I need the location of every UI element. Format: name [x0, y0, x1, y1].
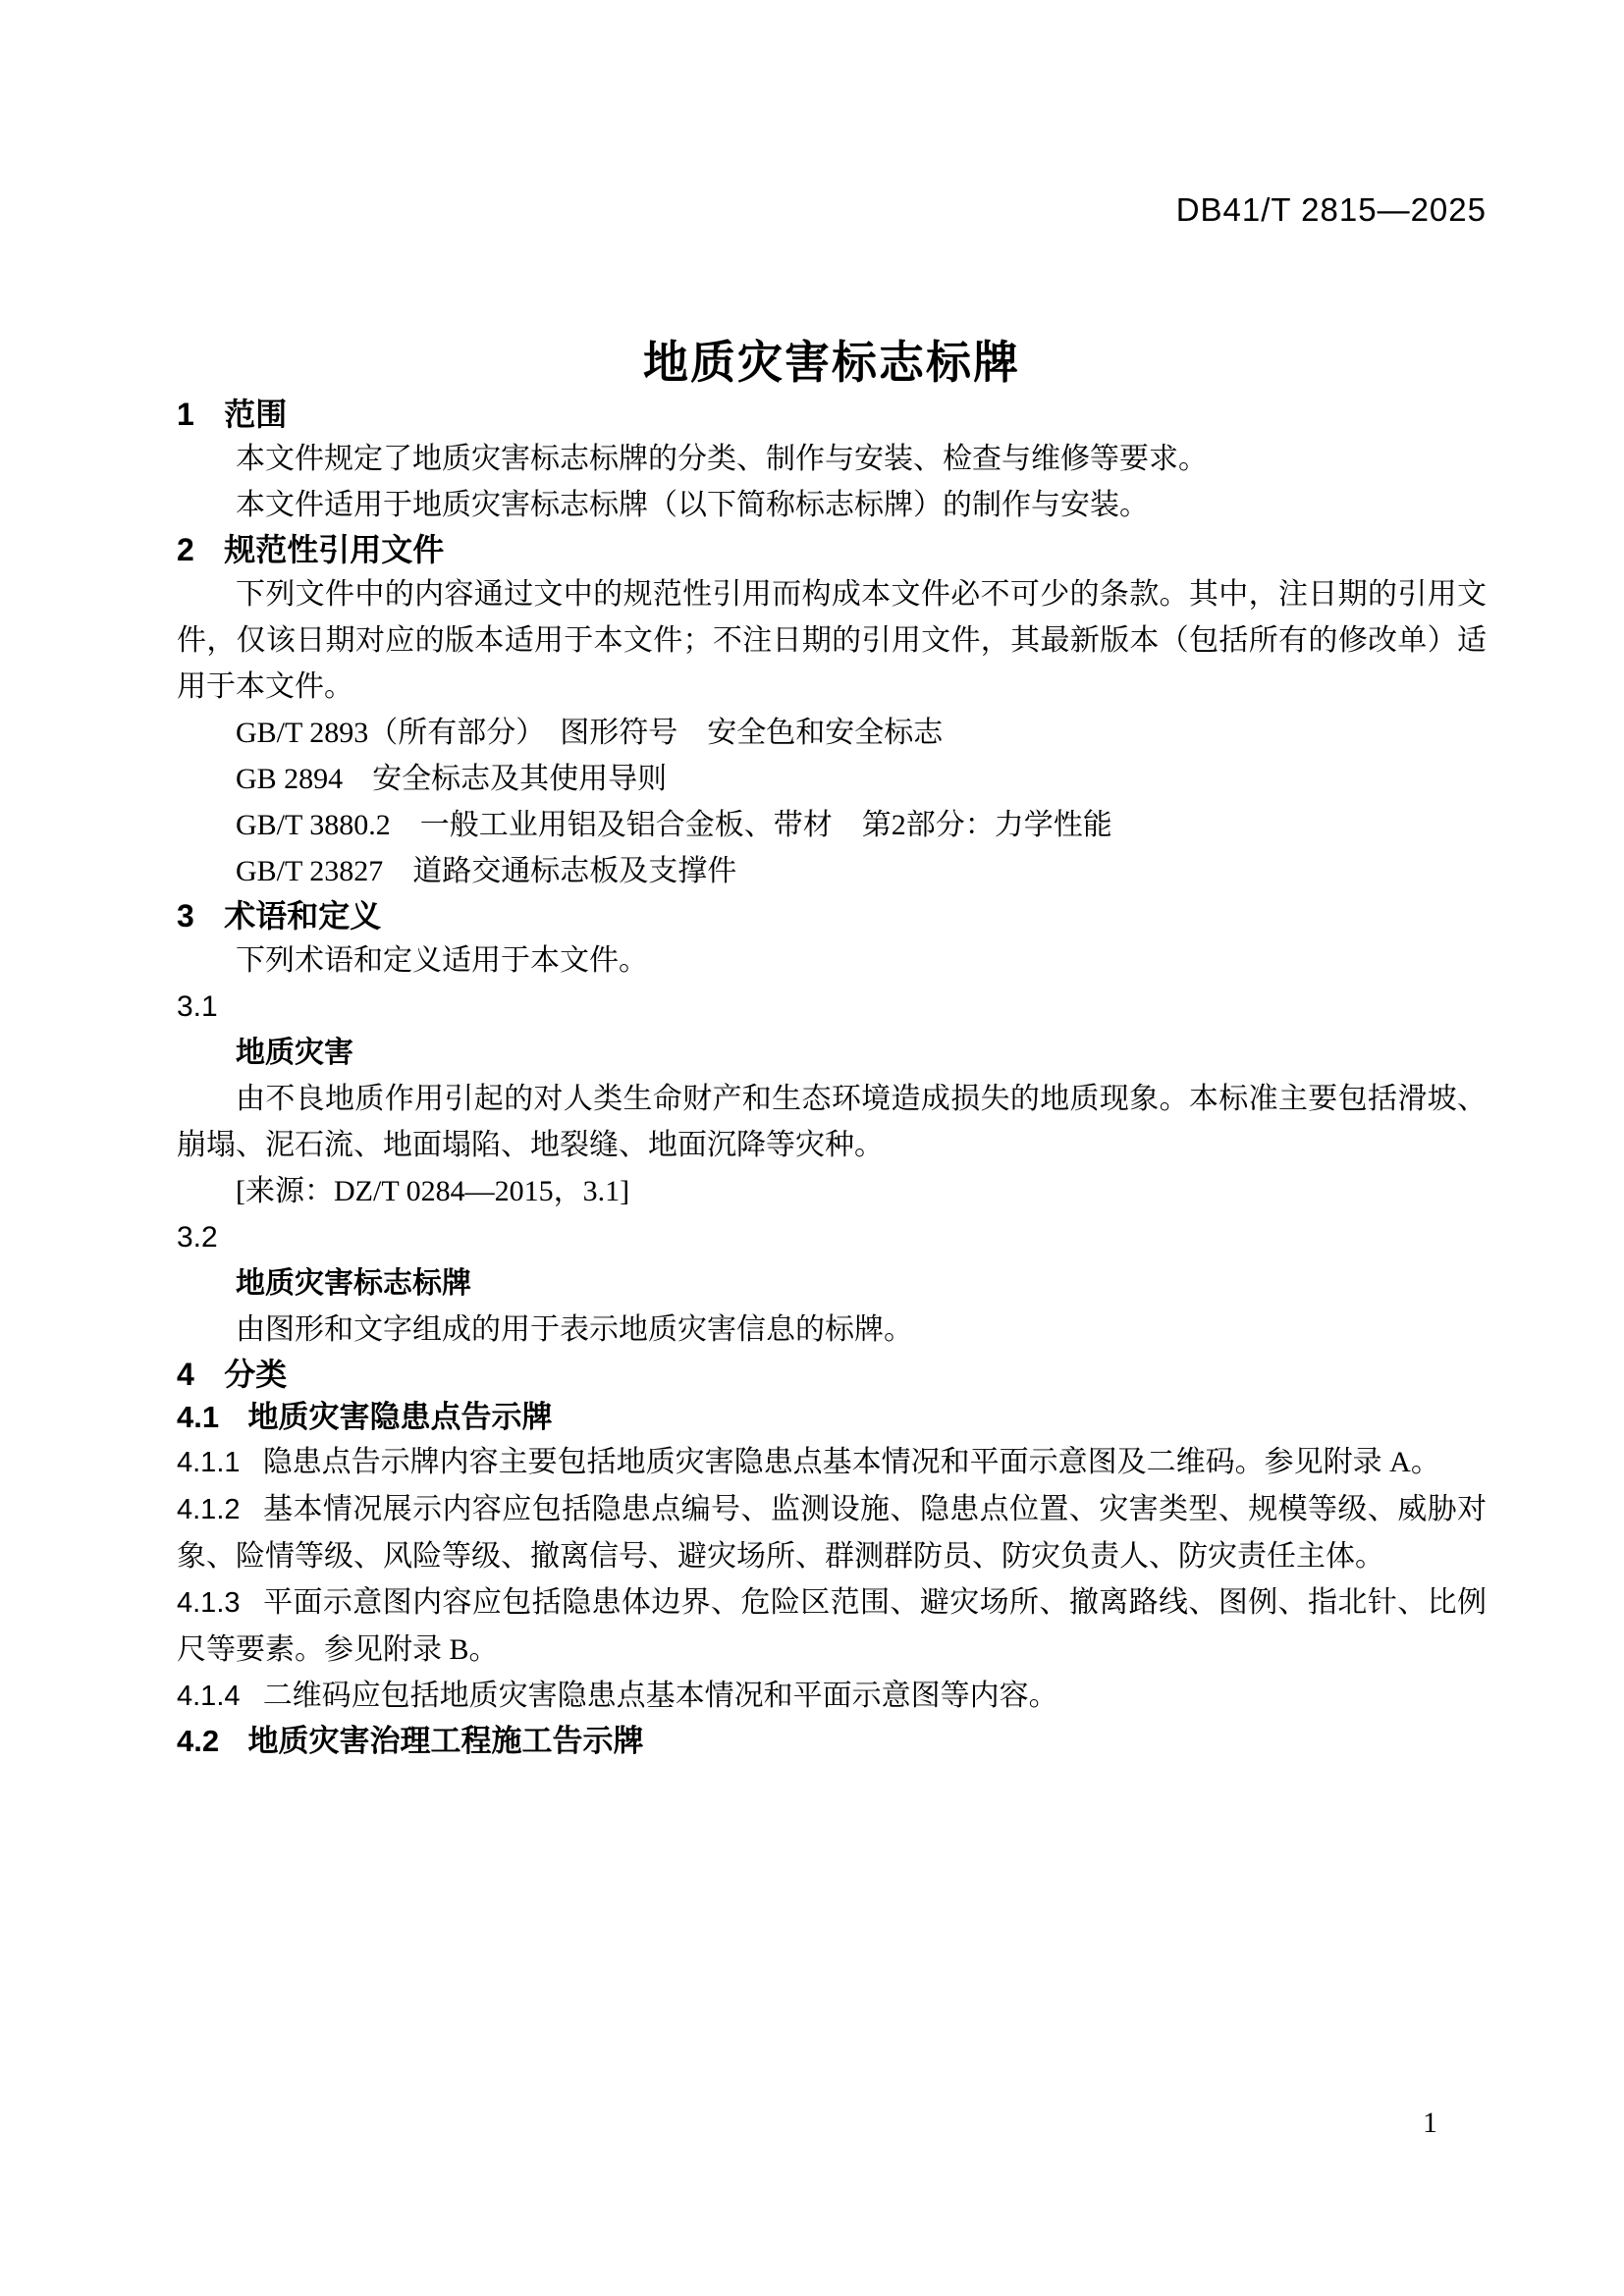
paragraph: 本文件规定了地质灾害标志标牌的分类、制作与安装、检查与维修等要求。: [236, 443, 1208, 475]
section-title: 地质灾害隐患点告示牌: [247, 1400, 553, 1434]
clause: [177, 1673, 1487, 1720]
page-number: 1: [1423, 2107, 1437, 2139]
section-number: 4.2: [177, 1724, 220, 1758]
paragraph: 下列文件中的内容通过文中的规范性引用而构成本文件必不可少的条款。其中，注日期的引用文件，仅该日期对应的版本适用于本文件；不注日期的引用文件，其最新版本（包括所有的修改单）适用于本文件。: [177, 578, 1487, 703]
term-definition: 由图形和文字组成的用于表示地质灾害信息的标牌。: [236, 1313, 913, 1346]
section-number: 2: [177, 532, 194, 567]
section-title: 范围: [224, 397, 288, 432]
section-number: 1: [177, 397, 194, 432]
clause: [177, 1486, 1487, 1579]
section-title: 地质灾害治理工程施工告示牌: [247, 1724, 644, 1758]
section-number: 4: [177, 1357, 194, 1392]
reference-item: GB/T 3880.2 一般工业用铝及铝合金板、带材 第2部分：力学性能: [236, 809, 1112, 841]
clause-text: 二维码应包括地质灾害隐患点基本情况和平面示意图等内容。: [262, 1680, 1058, 1712]
doc-title: 地质灾害标志标牌: [643, 337, 1020, 388]
reference-item: GB/T 2893（所有部分） 图形符号 安全色和安全标志: [236, 717, 944, 749]
clause-number: 4.1.1: [177, 1447, 241, 1478]
clause-text: 隐患点告示牌内容主要包括地质灾害隐患点基本情况和平面示意图及二维码。参见附录 A。: [262, 1446, 1440, 1478]
section-4-2-heading: [177, 1720, 1487, 1763]
section-4-heading: [177, 1353, 1487, 1396]
term-definition: 由不良地质作用引起的对人类生命财产和生态环境造成损失的地质现象。本标准主要包括滑坡、崩塌、泥石流、地面塌陷、地裂缝、地面沉降等灾种。: [177, 1083, 1487, 1161]
clause-number: 4.1.2: [177, 1494, 241, 1525]
clause: [177, 1579, 1487, 1673]
term-number: 3.1: [177, 990, 218, 1023]
reference-item: GB 2894 安全标志及其使用导则: [236, 763, 668, 795]
clause: [177, 1439, 1487, 1486]
paragraph: 下列术语和定义适用于本文件。: [236, 944, 648, 977]
clause-text: 基本情况展示内容应包括隐患点编号、监测设施、隐患点位置、灾害类型、规模等级、威胁对象、险情等级、风险等级、撤离信号、避灾场所、群测群防员、防灾负责人、防灾责任主体。: [177, 1493, 1487, 1573]
section-4-1-heading: [177, 1396, 1487, 1439]
term-number: 3.2: [177, 1221, 218, 1254]
clause-number: 4.1.4: [177, 1681, 241, 1712]
section-number: 4.1: [177, 1400, 220, 1434]
section-title: 分类: [224, 1357, 288, 1392]
clause-text: 平面示意图内容应包括隐患体边界、危险区范围、避灾场所、撤离路线、图例、指北针、比例尺等要素。参见附录 B。: [177, 1586, 1487, 1666]
section-title: 术语和定义: [224, 898, 382, 934]
term-source: [来源：DZ/T 0284—2015，3.1]: [236, 1175, 630, 1207]
section-1-heading: [177, 393, 1487, 436]
section-title: 规范性引用文件: [224, 532, 445, 567]
clause-number: 4.1.3: [177, 1587, 241, 1619]
term-name: 地质灾害: [236, 1037, 353, 1069]
term-name: 地质灾害标志标牌: [236, 1267, 471, 1300]
section-number: 3: [177, 898, 194, 934]
reference-item: GB/T 23827 道路交通标志板及支撑件: [236, 855, 737, 887]
doc-number: DB41/T 2815—2025: [1175, 191, 1487, 228]
section-3-heading: [177, 894, 1487, 937]
paragraph: 本文件适用于地质灾害标志标牌（以下简称标志标牌）的制作与安装。: [236, 489, 1149, 521]
section-2-heading: [177, 528, 1487, 571]
